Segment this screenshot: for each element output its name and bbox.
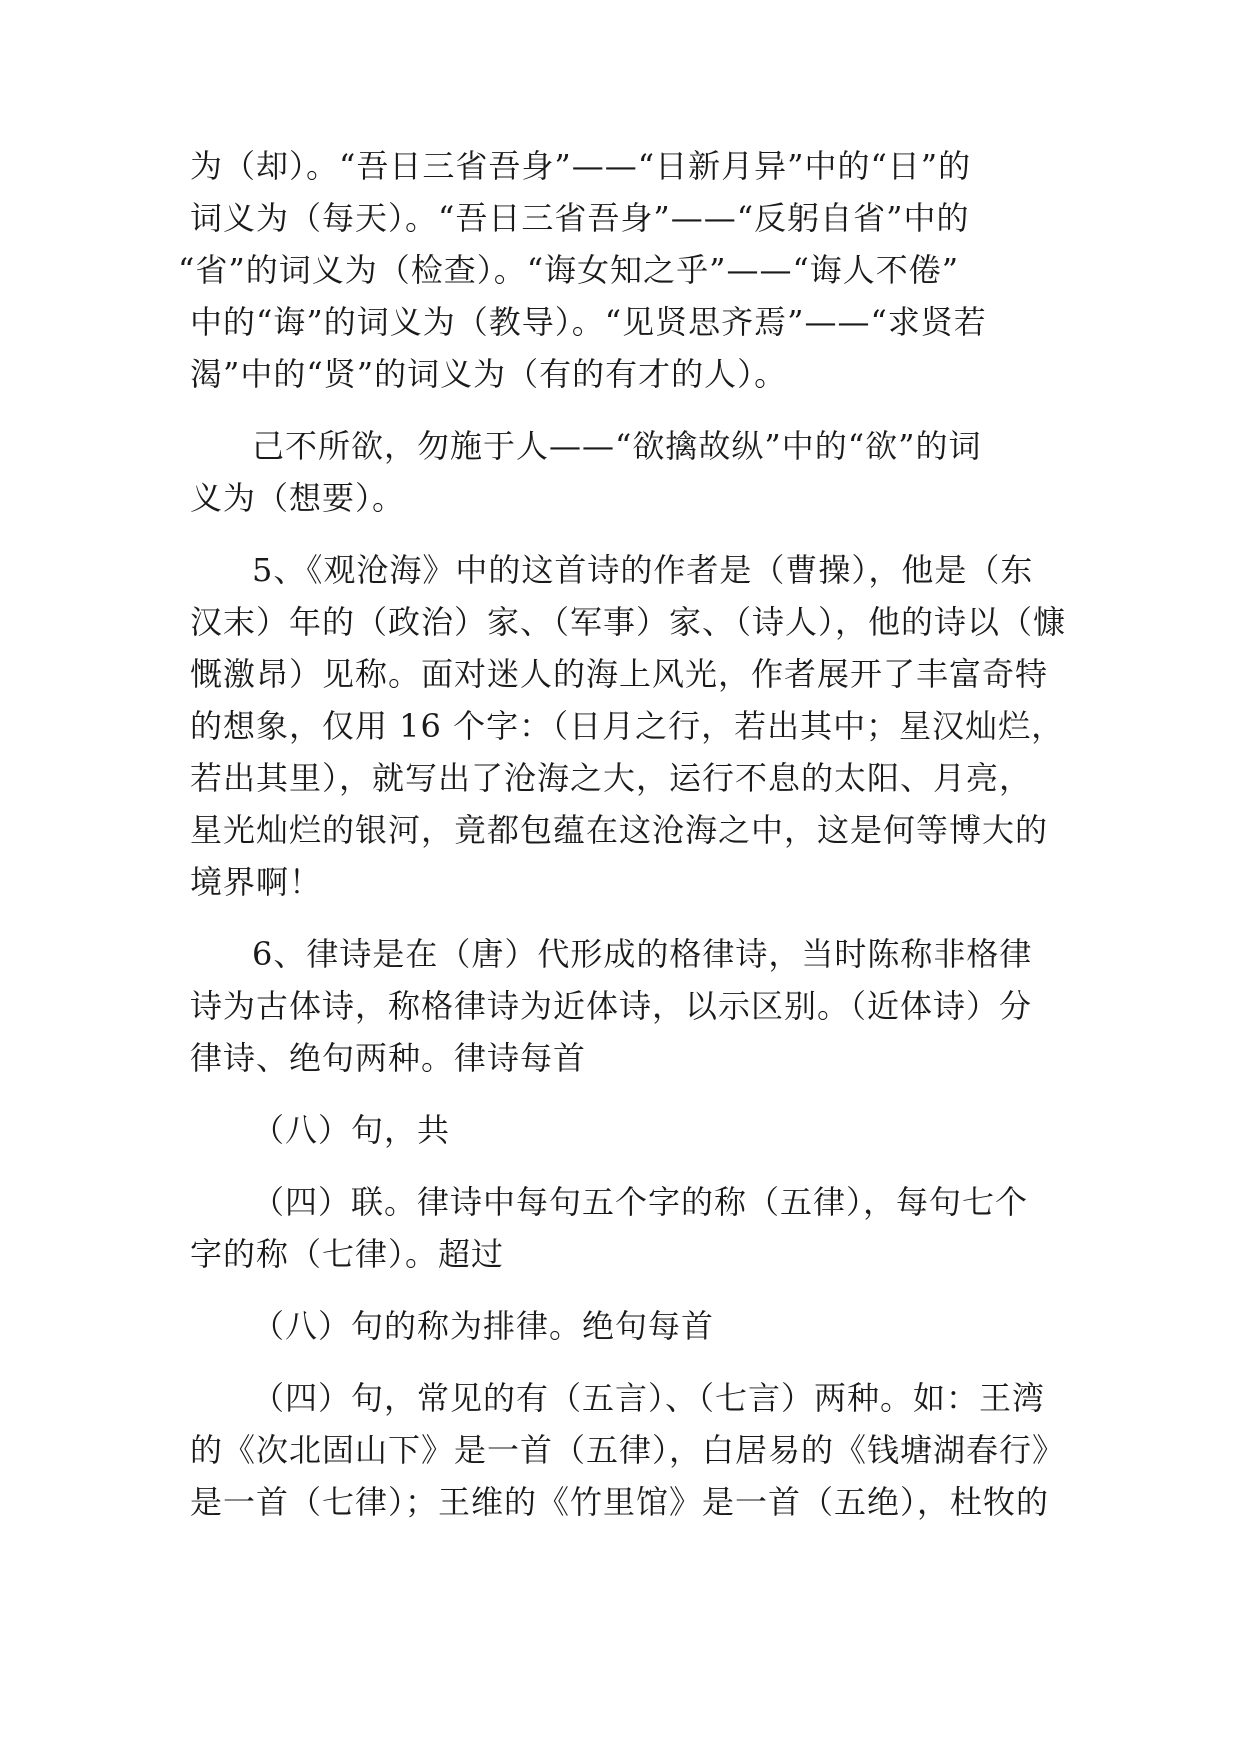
text-line: 渴”中的“贤”的词义为（有的有才的人）。 (190, 355, 788, 393)
text-line: 若出其里），就写出了沧海之大，运行不息的太阳、月亮， (190, 759, 1033, 797)
text-line: 中的“诲”的词义为（教导）。“见贤思齐焉”——“求贤若 (190, 303, 987, 341)
text-line: 5、《观沧海》中的这首诗的作者是（曹操），他是（东 (252, 551, 1034, 589)
text-line: 己不所欲，勿施于人——“欲擒故纵”中的“欲”的词 (252, 427, 982, 465)
text-line: 境界啊！ (190, 863, 323, 901)
text-line: 义为（想要）。 (190, 479, 406, 517)
text-line: “省”的词义为（检查）。“诲女知之乎”——“诲人不倦” (178, 251, 960, 289)
text-line: 6、律诗是在（唐）代形成的格律诗，当时陈称非格律 (252, 935, 1033, 973)
text-line: 慨激昂）见称。面对迷人的海上风光，作者展开了丰富奇特 (190, 655, 1049, 693)
text-line: 的想象，仅用 16 个字：（日月之行，若出其中；星汉灿烂， (190, 707, 1065, 745)
text-line: 词义为（每天）。“吾日三省吾身”——“反躬自省”中的 (190, 199, 970, 237)
text-line: 汉末）年的（政治）家、（军事）家、（诗人），他的诗以（慷 (190, 603, 1067, 641)
text-line: （八）句的称为排律。绝句每首 (252, 1307, 715, 1345)
text-line: （八）句，共 (252, 1111, 451, 1149)
text-line: 诗为古体诗，称格律诗为近体诗，以示区别。（近体诗）分 (190, 987, 1033, 1025)
text-line: 为（却）。“吾日三省吾身”——“日新月异”中的“日”的 (190, 147, 972, 185)
text-line: 的《次北固山下》是一首（五律），白居易的《钱塘湖春行》 (190, 1431, 1066, 1469)
text-line: （四）句，常见的有（五言）、（七言）两种。如：王湾 (252, 1379, 1046, 1417)
text-line: 字的称（七律）。超过 (190, 1235, 505, 1273)
text-line: 星光灿烂的银河，竟都包蕴在这沧海之中，这是何等博大的 (190, 811, 1049, 849)
text-line: （四）联。律诗中每句五个字的称（五律），每句七个 (252, 1183, 1029, 1221)
text-line: 律诗、绝句两种。律诗每首 (190, 1039, 587, 1077)
text-line: 是一首（七律）；王维的《竹里馆》是一首（五绝），杜牧的 (190, 1483, 1050, 1521)
